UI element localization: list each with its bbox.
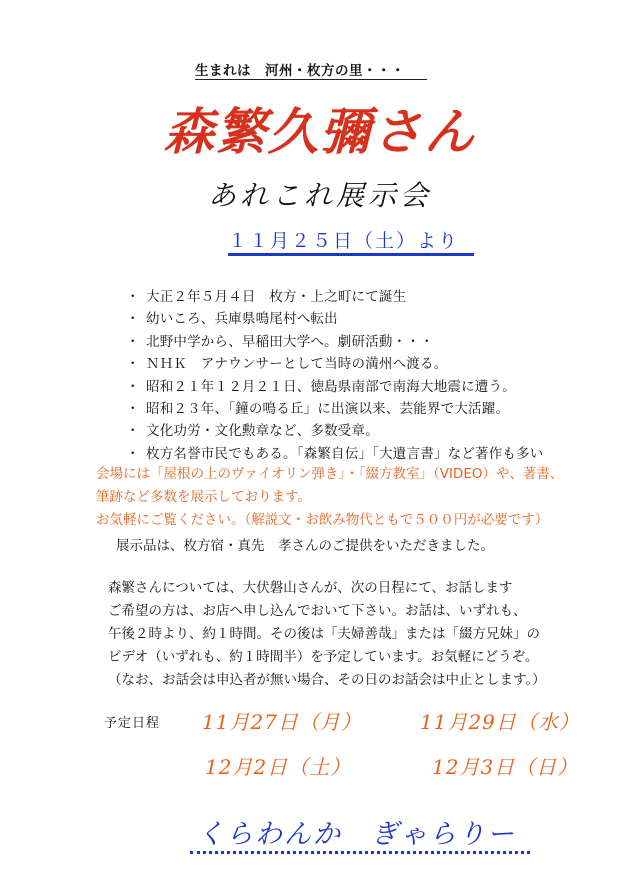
talk-announcement — [108, 577, 546, 692]
bullet-icon: ・ — [126, 400, 140, 417]
bullet-icon: ・ — [126, 356, 140, 373]
list-item: ・ 幼いころ、兵庫県鳴尾村へ転出 — [126, 308, 544, 330]
bullet-icon: ・ — [126, 333, 140, 350]
schedule-label: 予定日程 — [104, 716, 161, 731]
gallery-name: くらわんか ぎゃらりー — [197, 819, 516, 850]
gallery-name-underline — [190, 851, 530, 854]
talk-line: 午後２時より、約１時間。その後は「夫婦善哉」または「綴方兄妹」の — [108, 626, 540, 642]
talk-line: ビデオ（いずれも、約１時間半）を予定しています。お気軽にどうぞ。 — [108, 649, 539, 665]
bullet-icon: ・ — [126, 311, 140, 328]
list-item: ・ 昭和２１年１２月２１日、徳島県南部で南海大地震に遭う。 — [126, 376, 544, 398]
start-date: １１月２５日（土）より — [228, 230, 460, 252]
subtitle: 生まれは 河州・枚方の里・・・ — [195, 63, 405, 79]
list-item: ・ 昭和２３年、「鐘の鳴る丘」に出演以来、芸能界で大活躍。 — [126, 398, 544, 420]
main-title: 森繁久彌さん — [164, 102, 476, 161]
bullet-icon: ・ — [126, 378, 140, 395]
talk-line: （なお、お話会は申込者が無い場合、その日のお話会は中止とします。） — [108, 672, 546, 688]
venue-line: 会場には「屋根の上のヴァイオリン弾き」・「綴方教室」（VIDEO）や、著書、 — [96, 466, 564, 482]
talk-line: ご希望の方は、お店へ申し込んでおいて下さい。お話は、いずれも、 — [108, 603, 527, 619]
schedule-date: 11月29日（水） — [420, 710, 580, 734]
schedule-date: 12月3日（日） — [432, 755, 579, 779]
biography-list — [126, 286, 544, 465]
list-item: ・ 枚方名誉市民でもある。「森繁自伝」「大遺言書」など著作も多い — [126, 443, 544, 465]
schedule-date: 12月2日（土） — [205, 755, 352, 779]
start-date-underline — [228, 253, 474, 256]
venue-line: お気軽にご覧ください。（解説文・お飲み物代ともで５００円が必要です） — [96, 512, 549, 528]
schedule-date: 11月27日（月） — [202, 710, 362, 734]
venue-notice — [96, 463, 563, 532]
subtitle-underline — [195, 79, 427, 80]
bullet-icon: ・ — [126, 289, 140, 305]
list-item: ・ 文化功労・文化勲章など、多数受章。 — [126, 420, 544, 442]
bullet-icon: ・ — [126, 423, 140, 440]
list-item: ・ 北野中学から、早稲田大学へ。劇研活動・・・ — [126, 331, 544, 353]
exhibition-title: あれこれ展示会 — [207, 179, 432, 212]
credit-note: 展示品は、枚方宿・真先 孝さんのご提供をいただきました。 — [116, 538, 494, 554]
talk-line: 森繁さんについては、大伏磐山さんが、次の日程にて、お話します — [108, 580, 513, 596]
list-item: ・ ＮＨＫ アナウンサーとして当時の満州へ渡る。 — [126, 353, 544, 375]
list-item: ・ 大正２年５月４日 枚方・上之町にて誕生 — [126, 286, 544, 308]
venue-line: 筆跡など多数を展示しております。 — [96, 489, 311, 505]
bullet-icon: ・ — [126, 445, 140, 462]
